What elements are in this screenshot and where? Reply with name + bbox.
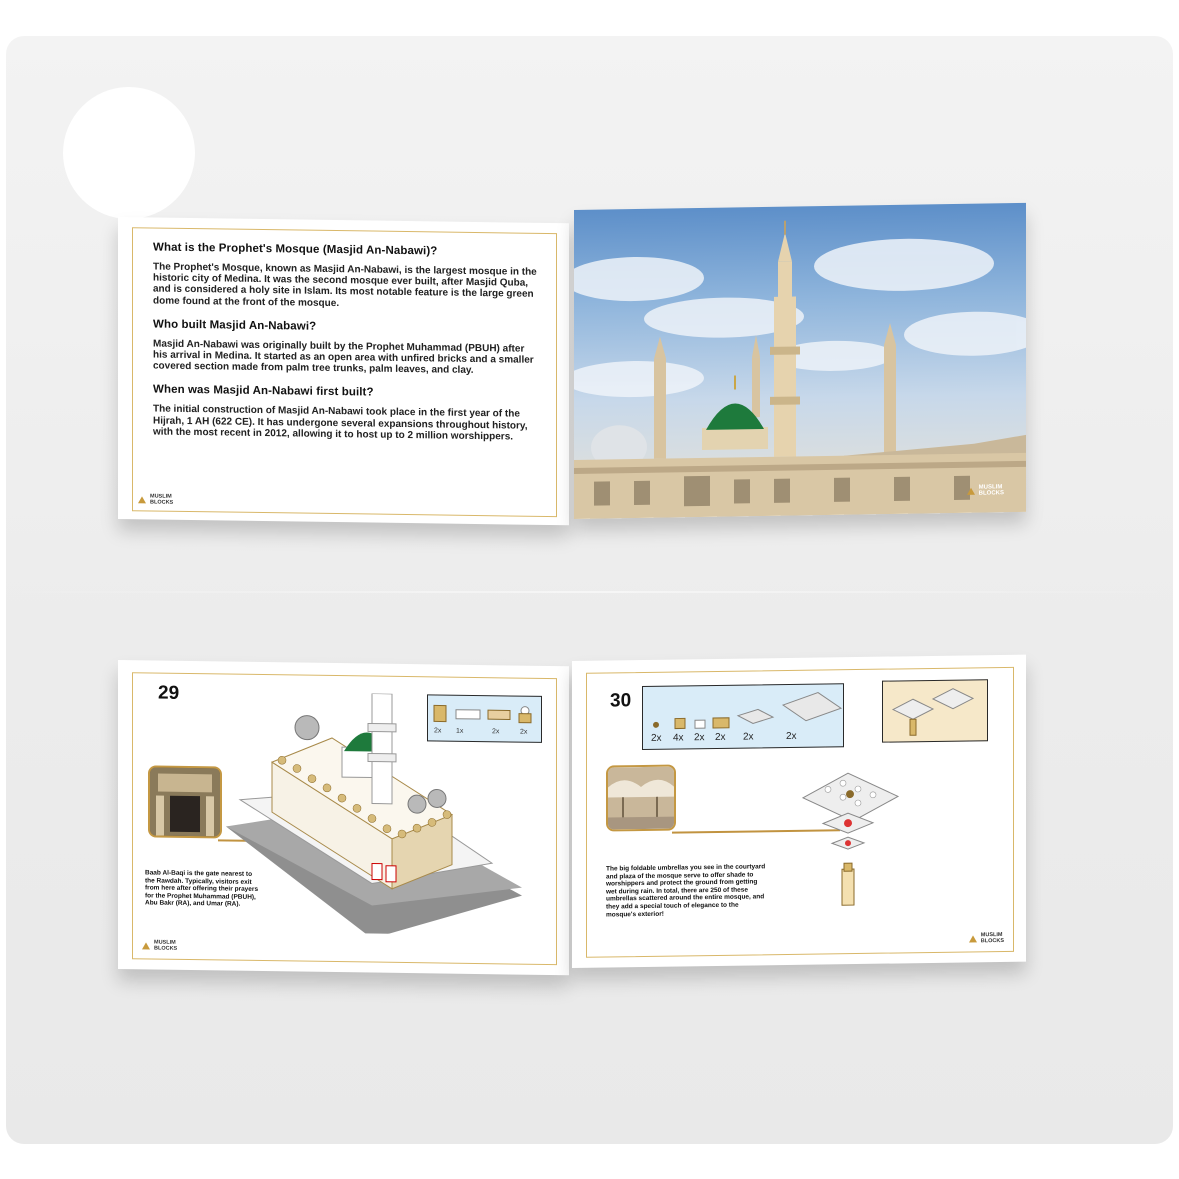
section-body: Masjid An-Nabawi was originally built by the Prophet Muhammad (PBUH) after his arrival in Medina. It started as an open area with unfired bricks and a smaller covered section made from palm tree trunks, palm leaves, and clay. (153, 338, 534, 377)
part-quantity: 4x (673, 732, 684, 744)
brand-logo (969, 932, 1004, 944)
logo-text-line1: MUSLIM (154, 939, 176, 946)
brand-logo (138, 493, 173, 505)
part-quantity: 2x (492, 728, 500, 736)
umbrella-build-illustration (798, 766, 908, 928)
section-heading: When was Masjid An-Nabawi first built? (153, 383, 374, 399)
gate-photo (150, 767, 220, 836)
page-number: 30 (610, 690, 632, 712)
gate-caption: Baab Al-Baqi is the gate nearest to the Rawdah. Typically, visitors exit from here after offering their prayers for the Prophet Muhammad (PBUH), Abu Bakr (RA), and Umar (RA). (145, 869, 259, 909)
page-number: 29 (158, 682, 180, 704)
part-quantity: 2x (520, 728, 528, 736)
logo-text-line2: BLOCKS (980, 937, 1004, 945)
umbrella-caption: The big foldable umbrellas you see in the courtyard and plaza of the mosque serve to offer shade to worshippers and protect the ground from getting wet during rain. In total, there are 250 of these umbrellas scattered around the entire mosque, and they add a special touch of elegance to the mosque's exterior! (606, 863, 766, 919)
brand-logo (967, 484, 1004, 497)
mosque-model-build-illustration (222, 691, 522, 935)
part-quantity: 2x (786, 730, 797, 743)
booklet-info-page (118, 217, 569, 525)
mosque-photo-page (574, 203, 1026, 519)
logo-text-line1: MUSLIM (150, 493, 172, 500)
section-body: The Prophet's Mosque, known as Masjid An-Nabawi, is the largest mosque in the historic city of Medina. It was the second mosque ever built, after Masjid Quba, and is considered a holy site in Islam. Its most notable feature is the large green dome found at the front of the mosque. (153, 261, 537, 309)
logo-text-line2: BLOCKS (154, 945, 178, 952)
part-quantity: 2x (651, 732, 662, 744)
instruction-page-30 (572, 655, 1026, 968)
parts-needed-box (642, 683, 844, 750)
brand-logo (142, 939, 177, 951)
brand-mark-icon (142, 941, 151, 949)
instruction-page-29 (118, 660, 569, 975)
product-display-backdrop (6, 36, 1173, 1144)
subassembly-callout (882, 679, 988, 742)
section-body: The initial construction of Masjid An-Nabawi took place in the first year of the Hijrah, 1 AH (622 CE). It has undergone several expansions throughout history, with the most recent in 2012, allowing it to host up to 2 million worshippers. (153, 403, 528, 443)
mosque-photo-illustration (574, 203, 1026, 519)
part-quantity: 1x (456, 727, 464, 735)
part-quantity: 2x (434, 727, 442, 735)
decorative-circle (63, 87, 195, 219)
backdrop-divider (6, 591, 1173, 593)
logo-text-line2: BLOCKS (978, 490, 1004, 497)
logo-text-line1: MUSLIM (978, 484, 1003, 491)
brand-mark-icon (138, 495, 147, 503)
subassembly-preview (883, 680, 987, 741)
logo-text-line1: MUSLIM (980, 931, 1003, 939)
brand-mark-icon (967, 487, 976, 495)
gate-photo-thumbnail (148, 765, 222, 838)
part-quantity: 2x (694, 732, 705, 744)
umbrella-photo (608, 767, 674, 830)
info-text-block (153, 241, 538, 454)
umbrella-photo-thumbnail (606, 765, 676, 832)
section-heading: What is the Prophet's Mosque (Masjid An-Nabawi)? (153, 241, 438, 258)
logo-text-line2: BLOCKS (150, 499, 174, 506)
section-heading: Who built Masjid An-Nabawi? (153, 318, 317, 333)
brand-mark-icon (969, 934, 978, 942)
part-quantity: 2x (743, 731, 754, 743)
part-quantity: 2x (715, 731, 726, 744)
